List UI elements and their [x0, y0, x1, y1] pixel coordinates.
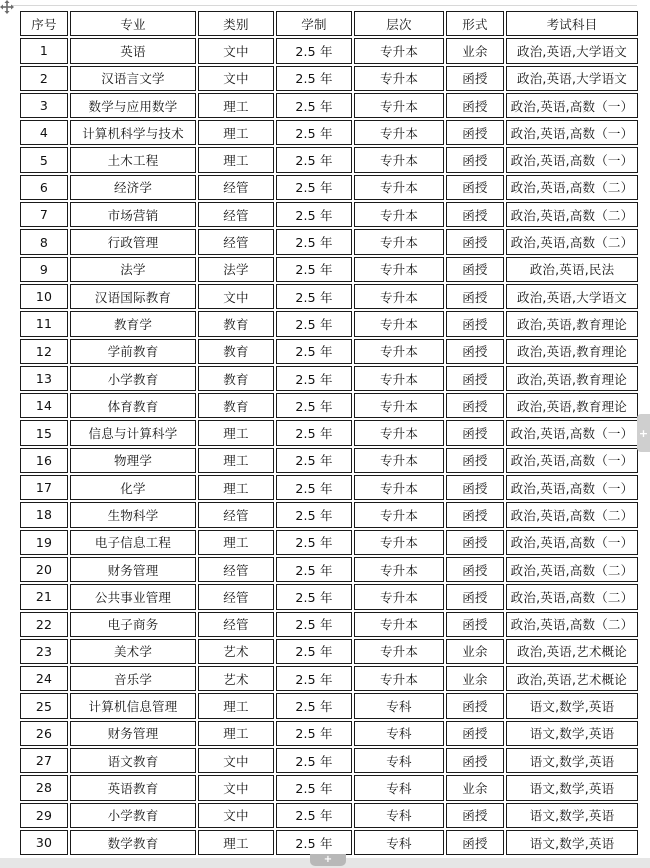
- header-serial: 序号: [20, 11, 68, 36]
- cell-serial: 8: [20, 229, 68, 254]
- cell-serial: 25: [20, 693, 68, 718]
- cell-level: 专升本: [354, 93, 444, 118]
- table-row: [20, 120, 638, 145]
- cell-category: 经管: [198, 229, 274, 254]
- cell-level: 专升本: [354, 502, 444, 527]
- cell-duration: 2.5 年: [276, 202, 352, 227]
- cell-category: 艺术: [198, 666, 274, 691]
- table-row: [20, 229, 638, 254]
- cell-exam-subjects: 语文,数学,英语: [506, 803, 638, 828]
- cell-category: 理工: [198, 721, 274, 746]
- cell-mode: 函授: [446, 748, 504, 773]
- cell-serial: 12: [20, 339, 68, 364]
- cell-duration: 2.5 年: [276, 229, 352, 254]
- cell-major: 音乐学: [70, 666, 196, 691]
- cell-duration: 2.5 年: [276, 339, 352, 364]
- cell-duration: 2.5 年: [276, 448, 352, 473]
- cell-category: 理工: [198, 93, 274, 118]
- cell-category: 教育: [198, 393, 274, 418]
- cell-serial: 16: [20, 448, 68, 473]
- cell-category: 理工: [198, 120, 274, 145]
- table-row: [20, 721, 638, 746]
- cell-duration: 2.5 年: [276, 284, 352, 309]
- cell-serial: 15: [20, 420, 68, 445]
- cell-serial: 7: [20, 202, 68, 227]
- cell-level: 专升本: [354, 530, 444, 555]
- cell-level: 专科: [354, 830, 444, 855]
- table-row: [20, 93, 638, 118]
- table-row: [20, 284, 638, 309]
- table-row: [20, 803, 638, 828]
- cell-exam-subjects: 政治,英语,教育理论: [506, 366, 638, 391]
- cell-exam-subjects: 政治,英语,高数（二）: [506, 502, 638, 527]
- cell-exam-subjects: 政治,英语,高数（一）: [506, 120, 638, 145]
- cell-major: 小学教育: [70, 366, 196, 391]
- cell-major: 化学: [70, 475, 196, 500]
- cell-category: 文中: [198, 803, 274, 828]
- cell-category: 理工: [198, 530, 274, 555]
- cell-major: 数学与应用数学: [70, 93, 196, 118]
- cell-mode: 函授: [446, 475, 504, 500]
- cell-level: 专升本: [354, 584, 444, 609]
- cell-level: 专升本: [354, 284, 444, 309]
- cell-duration: 2.5 年: [276, 557, 352, 582]
- add-column-tab[interactable]: [637, 414, 650, 452]
- cell-duration: 2.5 年: [276, 748, 352, 773]
- cell-serial: 23: [20, 639, 68, 664]
- cell-category: 教育: [198, 366, 274, 391]
- cell-exam-subjects: 政治,英语,艺术概论: [506, 666, 638, 691]
- table-row: [20, 202, 638, 227]
- cell-major: 汉语言文学: [70, 66, 196, 91]
- cell-duration: 2.5 年: [276, 366, 352, 391]
- cell-major: 行政管理: [70, 229, 196, 254]
- table-row: [20, 666, 638, 691]
- cell-category: 文中: [198, 38, 274, 63]
- table-row: [20, 584, 638, 609]
- cell-level: 专升本: [354, 339, 444, 364]
- cell-level: 专科: [354, 693, 444, 718]
- cell-major: 教育学: [70, 311, 196, 336]
- cell-major: 汉语国际教育: [70, 284, 196, 309]
- cell-level: 专升本: [354, 475, 444, 500]
- cell-duration: 2.5 年: [276, 530, 352, 555]
- cell-category: 经管: [198, 557, 274, 582]
- cell-major: 法学: [70, 257, 196, 282]
- cell-serial: 4: [20, 120, 68, 145]
- cell-exam-subjects: 政治,英语,高数（二）: [506, 229, 638, 254]
- cell-duration: 2.5 年: [276, 393, 352, 418]
- cell-level: 专升本: [354, 366, 444, 391]
- cell-duration: 2.5 年: [276, 584, 352, 609]
- cell-major: 公共事业管理: [70, 584, 196, 609]
- table-body: [20, 38, 638, 855]
- cell-category: 经管: [198, 175, 274, 200]
- cell-exam-subjects: 政治,英语,大学语文: [506, 38, 638, 63]
- cell-exam-subjects: 政治,英语,高数（二）: [506, 175, 638, 200]
- cell-category: 艺术: [198, 639, 274, 664]
- cell-major: 电子信息工程: [70, 530, 196, 555]
- cell-category: 理工: [198, 147, 274, 172]
- cell-level: 专科: [354, 803, 444, 828]
- cell-exam-subjects: 政治,英语,教育理论: [506, 311, 638, 336]
- table-row: [20, 693, 638, 718]
- cell-major: 财务管理: [70, 721, 196, 746]
- cell-mode: 函授: [446, 612, 504, 637]
- cell-major: 学前教育: [70, 339, 196, 364]
- cell-mode: 函授: [446, 803, 504, 828]
- cell-category: 法学: [198, 257, 274, 282]
- cell-category: 理工: [198, 830, 274, 855]
- table-row: [20, 557, 638, 582]
- table-row: [20, 420, 638, 445]
- cell-duration: 2.5 年: [276, 475, 352, 500]
- cell-level: 专升本: [354, 612, 444, 637]
- cell-duration: 2.5 年: [276, 775, 352, 800]
- cell-exam-subjects: 语文,数学,英语: [506, 830, 638, 855]
- table-row: [20, 147, 638, 172]
- cell-category: 理工: [198, 448, 274, 473]
- cell-duration: 2.5 年: [276, 420, 352, 445]
- cell-level: 专升本: [354, 229, 444, 254]
- add-row-tab[interactable]: [310, 854, 346, 866]
- cell-duration: 2.5 年: [276, 639, 352, 664]
- cell-level: 专升本: [354, 448, 444, 473]
- cell-mode: 函授: [446, 147, 504, 172]
- cell-mode: 业余: [446, 775, 504, 800]
- cell-exam-subjects: 政治,英语,高数（二）: [506, 584, 638, 609]
- cell-duration: 2.5 年: [276, 803, 352, 828]
- table-row: [20, 612, 638, 637]
- table-row: [20, 475, 638, 500]
- table-row: [20, 38, 638, 63]
- cell-exam-subjects: 政治,英语,高数（一）: [506, 448, 638, 473]
- cell-serial: 19: [20, 530, 68, 555]
- cell-level: 专科: [354, 748, 444, 773]
- cell-major: 美术学: [70, 639, 196, 664]
- cell-mode: 函授: [446, 420, 504, 445]
- cell-exam-subjects: 政治,英语,高数（二）: [506, 202, 638, 227]
- cell-mode: 函授: [446, 366, 504, 391]
- table-row: [20, 175, 638, 200]
- cell-mode: 函授: [446, 175, 504, 200]
- cell-serial: 29: [20, 803, 68, 828]
- majors-table: [18, 9, 640, 857]
- cell-serial: 20: [20, 557, 68, 582]
- cell-category: 经管: [198, 584, 274, 609]
- cell-mode: 函授: [446, 339, 504, 364]
- cell-level: 专科: [354, 721, 444, 746]
- cell-category: 文中: [198, 748, 274, 773]
- cell-major: 计算机科学与技术: [70, 120, 196, 145]
- cell-serial: 11: [20, 311, 68, 336]
- header-mode: 形式: [446, 11, 504, 36]
- cell-exam-subjects: 政治,英语,高数（二）: [506, 612, 638, 637]
- cell-level: 专升本: [354, 420, 444, 445]
- cell-major: 物理学: [70, 448, 196, 473]
- cell-duration: 2.5 年: [276, 175, 352, 200]
- cell-exam-subjects: 政治,英语,大学语文: [506, 66, 638, 91]
- cell-serial: 28: [20, 775, 68, 800]
- cell-duration: 2.5 年: [276, 830, 352, 855]
- table-move-handle-icon[interactable]: [0, 0, 14, 14]
- cell-mode: 函授: [446, 448, 504, 473]
- cell-duration: 2.5 年: [276, 502, 352, 527]
- header-exam-subjects: 考试科目: [506, 11, 638, 36]
- cell-duration: 2.5 年: [276, 120, 352, 145]
- cell-category: 文中: [198, 775, 274, 800]
- cell-mode: 函授: [446, 502, 504, 527]
- table-row: [20, 366, 638, 391]
- cell-level: 专升本: [354, 393, 444, 418]
- cell-mode: 函授: [446, 830, 504, 855]
- cell-level: 专升本: [354, 147, 444, 172]
- cell-category: 经管: [198, 612, 274, 637]
- cell-serial: 26: [20, 721, 68, 746]
- cell-duration: 2.5 年: [276, 693, 352, 718]
- cell-exam-subjects: 政治,英语,高数（一）: [506, 530, 638, 555]
- cell-exam-subjects: 政治,英语,教育理论: [506, 339, 638, 364]
- cell-category: 教育: [198, 311, 274, 336]
- cell-serial: 14: [20, 393, 68, 418]
- cell-exam-subjects: 政治,英语,高数（二）: [506, 557, 638, 582]
- cell-duration: 2.5 年: [276, 93, 352, 118]
- cell-major: 计算机信息管理: [70, 693, 196, 718]
- cell-major: 体育教育: [70, 393, 196, 418]
- table-row: [20, 257, 638, 282]
- cell-mode: 函授: [446, 721, 504, 746]
- cell-category: 教育: [198, 339, 274, 364]
- table-row: [20, 830, 638, 855]
- cell-mode: 函授: [446, 693, 504, 718]
- add-row-icon: +: [323, 854, 333, 865]
- cell-serial: 24: [20, 666, 68, 691]
- cell-major: 语文教育: [70, 748, 196, 773]
- cell-exam-subjects: 政治,英语,大学语文: [506, 284, 638, 309]
- table-row: [20, 448, 638, 473]
- header-level: 层次: [354, 11, 444, 36]
- cell-serial: 3: [20, 93, 68, 118]
- table-row: [20, 748, 638, 773]
- table-row: [20, 502, 638, 527]
- cell-category: 经管: [198, 502, 274, 527]
- cell-duration: 2.5 年: [276, 66, 352, 91]
- table-row: [20, 775, 638, 800]
- cell-serial: 18: [20, 502, 68, 527]
- cell-mode: 函授: [446, 557, 504, 582]
- cell-serial: 5: [20, 147, 68, 172]
- cell-serial: 22: [20, 612, 68, 637]
- cell-major: 信息与计算科学: [70, 420, 196, 445]
- cell-category: 理工: [198, 475, 274, 500]
- cell-exam-subjects: 政治,英语,高数（一）: [506, 93, 638, 118]
- cell-major: 生物科学: [70, 502, 196, 527]
- cell-exam-subjects: 语文,数学,英语: [506, 693, 638, 718]
- table-header-row: [20, 11, 638, 36]
- cell-exam-subjects: 政治,英语,民法: [506, 257, 638, 282]
- cell-level: 专升本: [354, 66, 444, 91]
- table-row: [20, 311, 638, 336]
- cell-duration: 2.5 年: [276, 666, 352, 691]
- cell-exam-subjects: 政治,英语,艺术概论: [506, 639, 638, 664]
- cell-level: 专升本: [354, 175, 444, 200]
- cell-category: 经管: [198, 202, 274, 227]
- cell-serial: 27: [20, 748, 68, 773]
- cell-mode: 函授: [446, 229, 504, 254]
- cell-major: 市场营销: [70, 202, 196, 227]
- table-row: [20, 530, 638, 555]
- cell-major: 英语教育: [70, 775, 196, 800]
- cell-level: 专升本: [354, 202, 444, 227]
- header-major: 专业: [70, 11, 196, 36]
- cell-level: 专升本: [354, 639, 444, 664]
- cell-level: 专升本: [354, 257, 444, 282]
- cell-serial: 1: [20, 38, 68, 63]
- cell-mode: 业余: [446, 38, 504, 63]
- cell-exam-subjects: 语文,数学,英语: [506, 775, 638, 800]
- cell-category: 文中: [198, 284, 274, 309]
- cell-serial: 9: [20, 257, 68, 282]
- page-top-edge: [12, 5, 637, 6]
- header-category: 类别: [198, 11, 274, 36]
- table-row: [20, 639, 638, 664]
- cell-level: 专科: [354, 775, 444, 800]
- cell-category: 理工: [198, 693, 274, 718]
- cell-mode: 业余: [446, 639, 504, 664]
- cell-duration: 2.5 年: [276, 257, 352, 282]
- cell-category: 理工: [198, 420, 274, 445]
- cell-major: 土木工程: [70, 147, 196, 172]
- cell-level: 专升本: [354, 311, 444, 336]
- cell-serial: 10: [20, 284, 68, 309]
- cell-duration: 2.5 年: [276, 147, 352, 172]
- cell-level: 专升本: [354, 38, 444, 63]
- add-column-icon: +: [638, 426, 649, 440]
- cell-serial: 30: [20, 830, 68, 855]
- cell-mode: 函授: [446, 393, 504, 418]
- cell-mode: 函授: [446, 530, 504, 555]
- cell-mode: 函授: [446, 311, 504, 336]
- cell-major: 数学教育: [70, 830, 196, 855]
- cell-major: 经济学: [70, 175, 196, 200]
- cell-major: 财务管理: [70, 557, 196, 582]
- cell-major: 电子商务: [70, 612, 196, 637]
- cell-level: 专升本: [354, 120, 444, 145]
- cell-serial: 13: [20, 366, 68, 391]
- cell-mode: 函授: [446, 284, 504, 309]
- cell-mode: 函授: [446, 584, 504, 609]
- cell-exam-subjects: 政治,英语,高数（一）: [506, 475, 638, 500]
- cell-mode: 函授: [446, 66, 504, 91]
- cell-mode: 函授: [446, 202, 504, 227]
- header-duration: 学制: [276, 11, 352, 36]
- cell-duration: 2.5 年: [276, 311, 352, 336]
- cell-exam-subjects: 语文,数学,英语: [506, 721, 638, 746]
- cell-level: 专升本: [354, 666, 444, 691]
- cell-category: 文中: [198, 66, 274, 91]
- cell-duration: 2.5 年: [276, 38, 352, 63]
- cell-mode: 函授: [446, 257, 504, 282]
- cell-serial: 2: [20, 66, 68, 91]
- cell-serial: 6: [20, 175, 68, 200]
- cell-level: 专升本: [354, 557, 444, 582]
- cell-mode: 业余: [446, 666, 504, 691]
- table-row: [20, 339, 638, 364]
- cell-duration: 2.5 年: [276, 721, 352, 746]
- cell-mode: 函授: [446, 120, 504, 145]
- cell-duration: 2.5 年: [276, 612, 352, 637]
- cell-exam-subjects: 政治,英语,高数（一）: [506, 147, 638, 172]
- cell-major: 英语: [70, 38, 196, 63]
- cell-major: 小学教育: [70, 803, 196, 828]
- cell-serial: 17: [20, 475, 68, 500]
- table-row: [20, 66, 638, 91]
- cell-exam-subjects: 政治,英语,教育理论: [506, 393, 638, 418]
- cell-mode: 函授: [446, 93, 504, 118]
- cell-serial: 21: [20, 584, 68, 609]
- cell-exam-subjects: 政治,英语,高数（一）: [506, 420, 638, 445]
- cell-exam-subjects: 语文,数学,英语: [506, 748, 638, 773]
- table-row: [20, 393, 638, 418]
